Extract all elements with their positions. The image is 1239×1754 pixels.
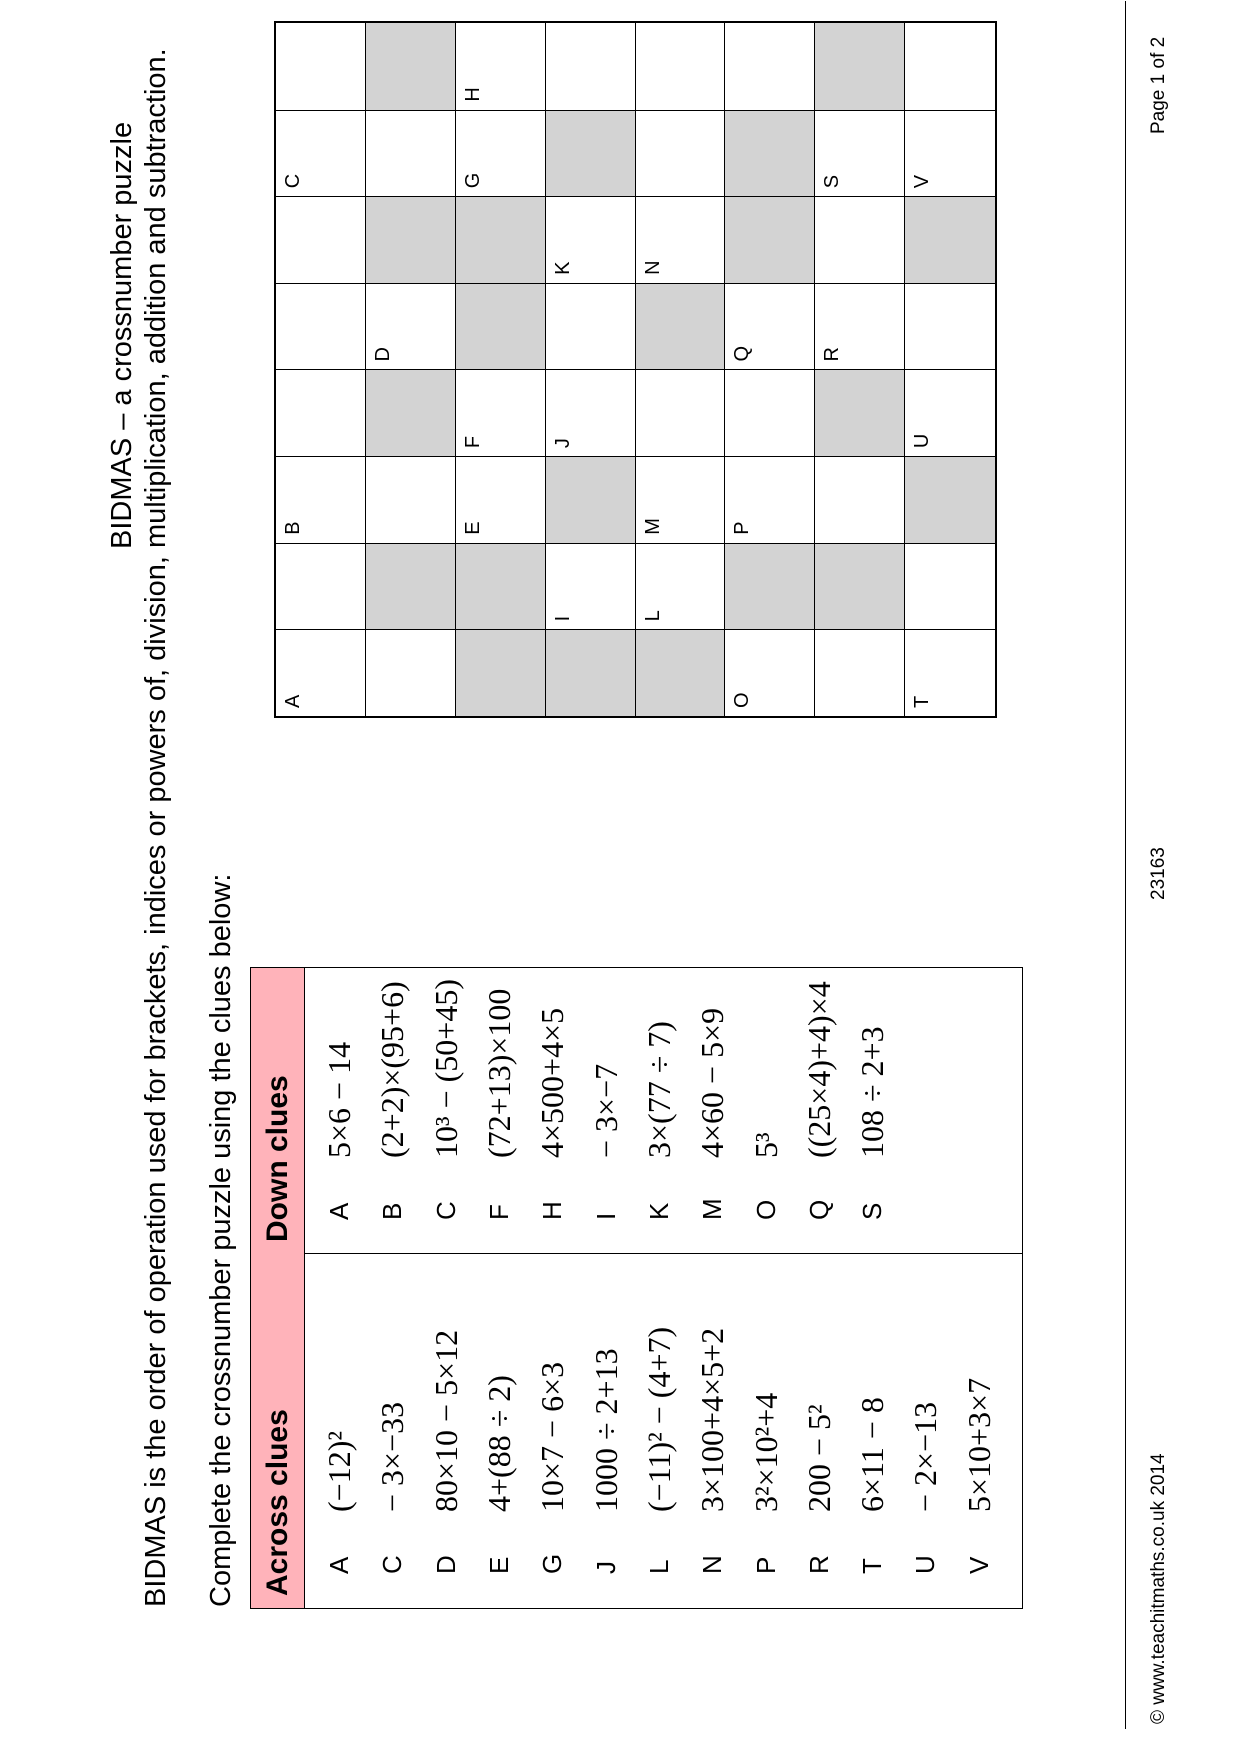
- footer-rule: [1125, 1, 1126, 1729]
- grid-cell[interactable]: [905, 110, 995, 197]
- crossnumber-grid: [274, 21, 997, 718]
- footer-copyright: © www.teachitmaths.co.uk 2014: [1148, 1453, 1169, 1724]
- grid-cell-label: F: [461, 435, 484, 449]
- grid-cell-label: J: [551, 438, 574, 449]
- clue-label: A: [324, 1202, 355, 1220]
- clue-expression: − 2×−13: [907, 1401, 944, 1512]
- grid-cell[interactable]: [276, 110, 366, 197]
- grid-cell-label: E: [461, 521, 484, 535]
- across-clues-column: [251, 1253, 1022, 1608]
- clue-expression: 10×7 − 6×3: [534, 1361, 571, 1512]
- clue-label: C: [377, 1555, 408, 1574]
- grid-cell[interactable]: [546, 283, 636, 370]
- grid-cell[interactable]: [276, 370, 366, 457]
- across-clue-list: [305, 1254, 1006, 1608]
- grid-cell[interactable]: [905, 370, 995, 457]
- down-clue-list: [305, 968, 899, 1254]
- clue-label: Q: [803, 1199, 834, 1220]
- across-clue: [953, 1254, 1006, 1608]
- clue-expression: 1000 ÷ 2+13: [587, 1348, 624, 1512]
- down-clue: [473, 968, 526, 1254]
- grid-cell-label: T: [911, 695, 934, 708]
- grid-cell-shaded: [546, 456, 636, 543]
- grid-cell[interactable]: [456, 370, 546, 457]
- down-clue: [739, 968, 792, 1254]
- grid-cell-label: O: [731, 692, 754, 708]
- across-clue: [366, 1254, 419, 1608]
- across-clue: [846, 1254, 899, 1608]
- clue-expression: 200 − 5²: [800, 1404, 837, 1512]
- clue-label: N: [697, 1555, 728, 1574]
- clue-expression: 3²×10²+4: [747, 1392, 784, 1512]
- across-clue: [313, 1254, 366, 1608]
- grid-cell-label: G: [461, 172, 484, 189]
- grid-cell-label: A: [282, 694, 304, 708]
- grid-cell-label: U: [911, 433, 934, 449]
- clue-label: V: [963, 1556, 994, 1574]
- clue-expression: 10³ − (50+45): [427, 979, 464, 1158]
- grid-cell-shaded: [456, 629, 546, 716]
- clue-expression: 4×60 − 5×9: [694, 1007, 731, 1158]
- grid-cell[interactable]: [905, 629, 995, 716]
- grid-cell[interactable]: [815, 196, 905, 283]
- across-clue: [739, 1254, 792, 1608]
- down-clue: [366, 968, 419, 1254]
- grid-cell[interactable]: [276, 456, 366, 543]
- grid-cell-label: D: [371, 347, 394, 362]
- page-title: BIDMAS – a crossnumber puzzle: [106, 121, 138, 549]
- grid-cell-shaded: [366, 23, 456, 110]
- clue-label: O: [750, 1199, 781, 1220]
- grid-cell[interactable]: [276, 283, 366, 370]
- grid-cell[interactable]: [366, 283, 456, 370]
- clue-expression: 3×100+4×5+2: [694, 1327, 731, 1512]
- clues-table: [250, 967, 1023, 1609]
- clue-label: D: [430, 1555, 461, 1574]
- grid-cell-label: K: [551, 261, 574, 275]
- clue-label: C: [430, 1201, 461, 1220]
- clue-label: T: [857, 1558, 888, 1574]
- grid-cell-shaded: [456, 283, 546, 370]
- clue-expression: (72+13)×100: [481, 988, 518, 1158]
- grid-cell[interactable]: [456, 110, 546, 197]
- clue-expression: − 3×−33: [374, 1401, 411, 1512]
- down-clue: [686, 968, 739, 1254]
- grid-cell-shaded: [905, 456, 995, 543]
- intro-text: BIDMAS is the order of operation used for brackets, indices or powers of, division, multiplication, addition and subtraction.: [140, 48, 172, 1607]
- grid-cell-shaded: [905, 196, 995, 283]
- down-clues-heading: Down clues: [251, 968, 305, 1254]
- grid-cell-label: N: [641, 260, 664, 275]
- across-clue: [899, 1254, 952, 1608]
- clue-expression: 80×10 − 5×12: [427, 1329, 464, 1512]
- across-clue: [420, 1254, 473, 1608]
- grid-cell-label: L: [641, 610, 664, 622]
- grid-cell[interactable]: [366, 456, 456, 543]
- clue-expression: ((25×4)+4)×4: [800, 981, 837, 1158]
- grid-cell[interactable]: [815, 456, 905, 543]
- grid-cell[interactable]: [366, 629, 456, 716]
- grid-cell-label: B: [282, 521, 304, 535]
- grid-cell-shaded: [725, 543, 815, 630]
- across-clue: [473, 1254, 526, 1608]
- clue-expression: (2+2)×(95+6): [374, 981, 411, 1158]
- grid-cell[interactable]: [636, 110, 726, 197]
- clue-expression: (−12)²: [321, 1431, 358, 1512]
- grid-cell-shaded: [546, 110, 636, 197]
- grid-cell-label: C: [282, 173, 304, 189]
- grid-cell-label: S: [821, 174, 844, 189]
- clue-label: G: [537, 1553, 568, 1574]
- grid-cell[interactable]: [725, 283, 815, 370]
- grid-cell[interactable]: [636, 196, 726, 283]
- grid-cell[interactable]: [815, 283, 905, 370]
- clue-expression: 108 ÷ 2+3: [854, 1026, 891, 1158]
- grid-cell-shaded: [815, 23, 905, 110]
- grid-cell[interactable]: [725, 370, 815, 457]
- clue-expression: 5³: [747, 1132, 784, 1158]
- grid-cell[interactable]: [905, 283, 995, 370]
- down-clue: [420, 968, 473, 1254]
- grid-cell-shaded: [636, 283, 726, 370]
- grid-cell[interactable]: [546, 543, 636, 630]
- grid-cell-label: Q: [731, 345, 754, 362]
- down-clue: [313, 968, 366, 1254]
- across-clues-heading: Across clues: [251, 1254, 305, 1608]
- across-clue: [686, 1254, 739, 1608]
- grid-cell-shaded: [456, 196, 546, 283]
- clue-expression: − 3×−7: [587, 1063, 624, 1158]
- grid-cell[interactable]: [815, 629, 905, 716]
- grid-cell[interactable]: [815, 110, 905, 197]
- across-clue: [793, 1254, 846, 1608]
- grid-cell-shaded: [456, 543, 546, 630]
- grid-cell[interactable]: [905, 543, 995, 630]
- grid-cell-shaded: [546, 629, 636, 716]
- grid-cell-shaded: [815, 543, 905, 630]
- grid-cell[interactable]: [636, 456, 726, 543]
- grid-cell-shaded: [725, 110, 815, 197]
- grid-cell[interactable]: [276, 543, 366, 630]
- clue-label: E: [484, 1556, 515, 1574]
- clue-label: U: [910, 1555, 941, 1574]
- across-clue: [633, 1254, 686, 1608]
- grid-cell-shaded: [636, 629, 726, 716]
- grid-cell-shaded: [366, 543, 456, 630]
- grid-cell[interactable]: [456, 456, 546, 543]
- grid-cell-label: R: [821, 347, 844, 362]
- clue-label: I: [590, 1212, 621, 1220]
- grid-cell-label: P: [731, 521, 754, 535]
- footer-code: 23163: [1148, 847, 1169, 900]
- grid-cell-shaded: [815, 370, 905, 457]
- grid-cell[interactable]: [366, 110, 456, 197]
- grid-cell-shaded: [366, 196, 456, 283]
- clue-expression: 5×10+3×7: [960, 1377, 997, 1512]
- grid-cell-label: M: [641, 518, 664, 535]
- clue-label: R: [803, 1555, 834, 1574]
- clue-expression: 5×6 − 14: [321, 1041, 358, 1158]
- down-clue: [793, 968, 846, 1254]
- grid-cell[interactable]: [276, 23, 366, 110]
- grid-cell[interactable]: [456, 23, 546, 110]
- grid-cell[interactable]: [276, 629, 366, 716]
- clue-expression: 3×(77 ÷ 7): [640, 1021, 677, 1158]
- across-clue: [526, 1254, 579, 1608]
- down-clues-column: [251, 968, 1022, 1254]
- down-clue: [579, 968, 632, 1254]
- grid-cell[interactable]: [725, 23, 815, 110]
- clue-expression: 4+(88 ÷ 2): [481, 1375, 518, 1512]
- across-clue: [579, 1254, 632, 1608]
- grid-cell-shaded: [366, 370, 456, 457]
- grid-cell[interactable]: [546, 23, 636, 110]
- clue-label: S: [857, 1202, 888, 1220]
- grid-cell[interactable]: [725, 629, 815, 716]
- grid-cell[interactable]: [276, 196, 366, 283]
- clue-label: B: [377, 1202, 408, 1220]
- grid-cell[interactable]: [636, 370, 726, 457]
- clue-expression: (−11)² − (4+7): [640, 1326, 677, 1512]
- grid-cell-label: I: [551, 615, 574, 622]
- clue-label: J: [590, 1561, 621, 1574]
- clue-label: H: [537, 1201, 568, 1220]
- clue-label: A: [324, 1556, 355, 1574]
- clue-expression: 6×11 − 8: [854, 1397, 891, 1512]
- clue-label: L: [643, 1559, 674, 1574]
- grid-cell[interactable]: [546, 196, 636, 283]
- clue-label: F: [484, 1204, 515, 1220]
- grid-cell-shaded: [725, 196, 815, 283]
- clue-label: K: [643, 1202, 674, 1220]
- grid-cell-label: H: [461, 87, 484, 102]
- down-clue: [846, 968, 899, 1254]
- grid-cell[interactable]: [725, 456, 815, 543]
- down-clue: [526, 968, 579, 1254]
- grid-cell[interactable]: [636, 23, 726, 110]
- grid-cell[interactable]: [636, 543, 726, 630]
- clue-expression: 4×500+4×5: [534, 1007, 571, 1158]
- footer-page-number: Page 1 of 2: [1148, 36, 1169, 134]
- grid-cell[interactable]: [546, 370, 636, 457]
- grid-cell[interactable]: [905, 23, 995, 110]
- grid-cell-label: V: [911, 174, 934, 189]
- clue-label: P: [750, 1556, 781, 1574]
- down-clue: [633, 968, 686, 1254]
- instruction-text: Complete the crossnumber puzzle using the clues below:: [205, 873, 237, 1607]
- clue-label: M: [697, 1198, 728, 1220]
